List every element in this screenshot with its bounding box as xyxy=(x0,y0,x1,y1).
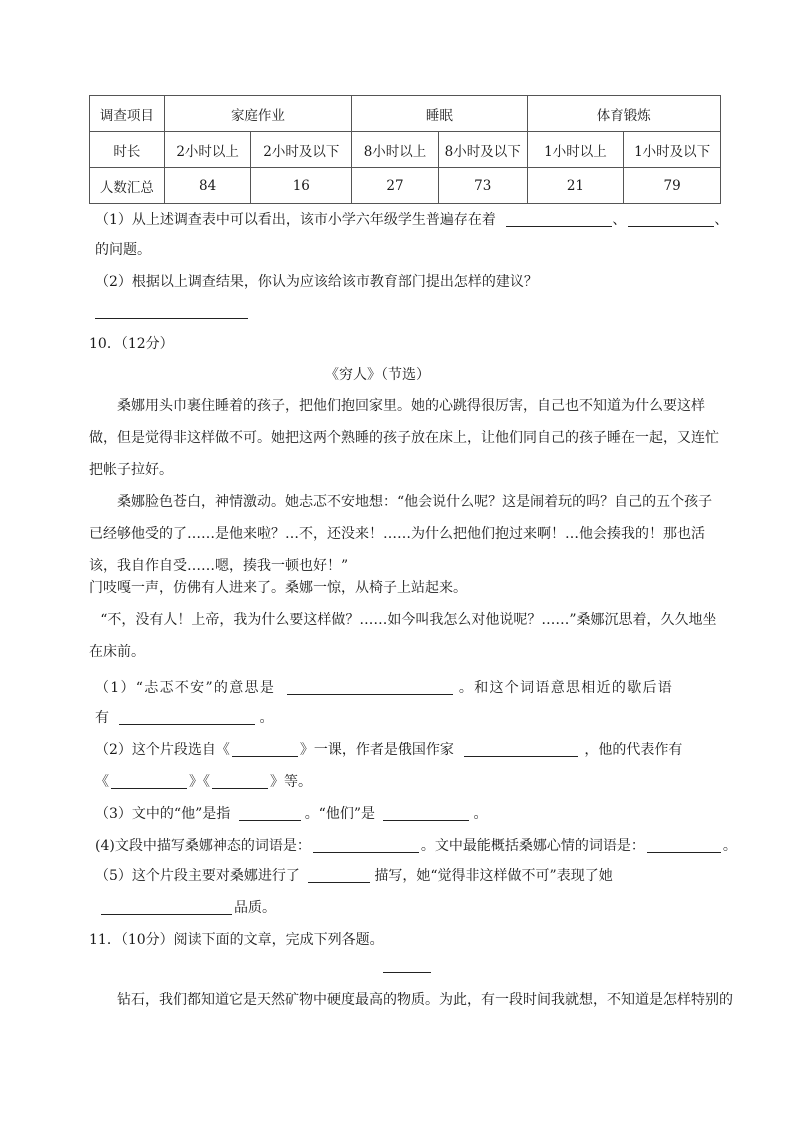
table-duration-row xyxy=(90,132,721,168)
header-cell-item: 调查项目 xyxy=(90,96,165,132)
count-cell: 73 xyxy=(438,168,527,204)
count-cell: 84 xyxy=(164,168,251,204)
q10-passage-title: 《穷人》（节选） xyxy=(325,367,430,383)
q10-sub4-text-c: 。 xyxy=(722,838,737,854)
q10-sub3-text-c: 。 xyxy=(473,806,488,822)
q10-sub1 xyxy=(95,678,673,698)
q10-sub2-text-a: （2）这个片段选自《 xyxy=(95,742,230,758)
q10-sub4-text-a: (4)文段中描写桑娜神态的词语是： xyxy=(95,838,311,854)
title-blank[interactable] xyxy=(383,972,431,973)
answer-blank[interactable] xyxy=(119,709,255,725)
q11-paragraph-1: 钻石，我们都知道它是天然矿物中硬度最高的物质。为此，有一段时间我就想，不知道是怎样特别的 xyxy=(117,992,733,1008)
answer-blank[interactable] xyxy=(628,211,714,227)
answer-blank[interactable] xyxy=(647,837,721,853)
q10-paragraph-3: 门吱嘎一声，仿佛有人进来了。桑娜一惊，从椅子上站起来。 xyxy=(89,580,467,596)
q10-sub2-text-e: 》《 xyxy=(189,774,210,790)
q10-sub4 xyxy=(95,836,737,856)
answer-blank[interactable] xyxy=(506,211,612,227)
q10-sub5-cont xyxy=(101,898,276,918)
q9-sub1-end: 的问题。 xyxy=(95,242,151,258)
answer-blank[interactable] xyxy=(464,741,578,757)
q10-paragraph-4: “不，没有人！上帝，我为什么要这样做？……如今叫我怎么对他说呢？……”桑娜沉思着，久久地坐在床前。 xyxy=(89,612,717,660)
table-count-row xyxy=(90,168,721,204)
q10-sub1-text-a: （1）“忐忑不安”的意思是 xyxy=(95,680,276,696)
q9-sub1-text: （1）从上述调查表中可以看出，该市小学六年级学生普遍存在着 xyxy=(95,212,496,228)
duration-cell: 2小时及以下 xyxy=(251,132,352,168)
q10-sub5-text-b: 描写，她“觉得非这样做不可”表现了她 xyxy=(374,868,613,884)
count-cell: 21 xyxy=(527,168,624,204)
answer-blank[interactable] xyxy=(101,899,232,915)
q10-sub1-text-c: 有 xyxy=(95,710,109,726)
duration-cell: 1小时以上 xyxy=(527,132,624,168)
count-cell: 79 xyxy=(624,168,721,204)
answer-blank[interactable] xyxy=(232,741,298,757)
separator: 、 xyxy=(612,212,627,228)
q10-sub1-cont xyxy=(95,708,273,728)
header-cell-homework: 家庭作业 xyxy=(164,96,351,132)
table-header-row xyxy=(90,96,721,132)
q10-paragraph-1: 桑娜用头巾裹住睡着的孩子，把他们抱回家里。她的心跳得很厉害，自己也不知道为什么要这样做，但是觉得非这样做不可。她把这两个熟睡的孩子放在床上，让他们同自己的孩子睡在一起，又连忙把帐子拉好。 xyxy=(89,398,719,478)
row-label-duration: 时长 xyxy=(90,132,165,168)
header-cell-exercise: 体育锻炼 xyxy=(527,96,720,132)
q10-sub4-text-b: 。文中最能概括桑娜心情的词语是： xyxy=(420,838,645,854)
q10-heading: 10．（12分） xyxy=(89,336,174,352)
q10-sub2-text-c: ，他的代表作有 xyxy=(584,742,683,758)
q10-sub3-text-a: （3）文中的“他”是指 xyxy=(95,806,231,822)
q10-sub2 xyxy=(95,740,682,760)
answer-blank[interactable] xyxy=(383,805,469,821)
row-label-count: 人数汇总 xyxy=(90,168,165,204)
answer-line[interactable] xyxy=(95,318,248,319)
answer-blank[interactable] xyxy=(212,773,268,789)
q9-sub1 xyxy=(95,210,728,230)
q10-sub2-text-d: 《 xyxy=(95,774,109,790)
duration-cell: 2小时以上 xyxy=(164,132,251,168)
q10-sub2-cont xyxy=(95,772,312,792)
q10-sub5 xyxy=(95,866,613,886)
q10-sub2-text-b: 》一课，作者是俄国作家 xyxy=(299,742,454,758)
q10-sub3-text-b: 。“他们”是 xyxy=(304,806,376,822)
duration-cell: 1小时及以下 xyxy=(624,132,721,168)
answer-blank[interactable] xyxy=(313,837,419,853)
q10-sub1-text-b: 。和这个词语意思相近的歇后语 xyxy=(458,680,674,696)
separator: 、 xyxy=(714,212,729,228)
header-cell-sleep: 睡眠 xyxy=(352,96,527,132)
answer-blank[interactable] xyxy=(239,805,301,821)
q10-sub5-text-c: 品质。 xyxy=(234,900,276,916)
count-cell: 27 xyxy=(352,168,439,204)
q10-paragraph-2: 桑娜脸色苍白，神情激动。她忐忑不安地想：“他会说什么呢？这是闹着玩的吗？自己的五个孩子已经够他受的了……是他来啦？…不，还没来！……为什么把他们抱过来啊！…他会揍我的！那也活该，我自作自受……嗯，揍我一顿也好！” xyxy=(89,494,713,574)
answer-blank[interactable] xyxy=(287,679,453,695)
q11-heading: 11．（10分）阅读下面的文章，完成下列各题。 xyxy=(89,932,384,948)
duration-cell: 8小时以上 xyxy=(352,132,439,168)
survey-table xyxy=(89,95,721,204)
duration-cell: 8小时及以下 xyxy=(438,132,527,168)
q10-sub3 xyxy=(95,804,487,824)
answer-blank[interactable] xyxy=(111,773,187,789)
q9-sub2: （2）根据以上调查结果，你认为应该给该市教育部门提出怎样的建议？ xyxy=(95,274,538,290)
q10-sub1-text-d: 。 xyxy=(259,710,274,726)
count-cell: 16 xyxy=(251,168,352,204)
q10-sub5-text-a: （5）这个片段主要对桑娜进行了 xyxy=(95,868,300,884)
answer-blank[interactable] xyxy=(308,867,370,883)
q10-sub2-text-f: 》等。 xyxy=(270,774,312,790)
